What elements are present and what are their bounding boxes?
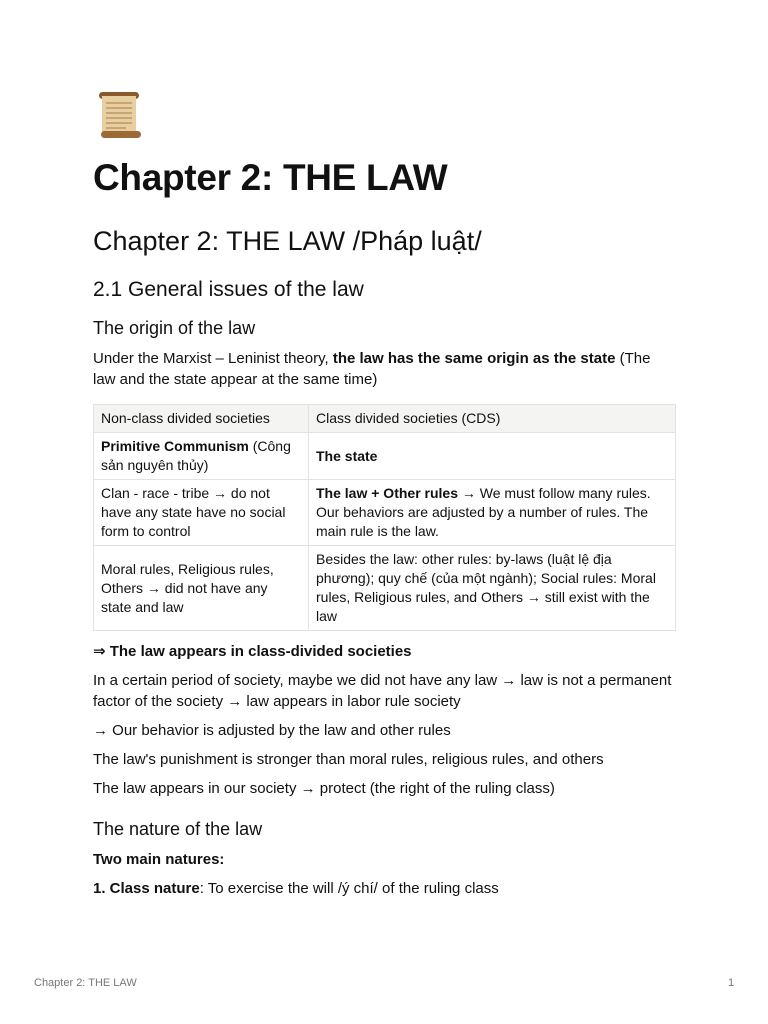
table-cell: Besides the law: other rules: by-laws (luật lệ địa phương); quy chế (của một ngành); Social rules: Moral rules, Religious rules, and Others → still exist with the law — [309, 546, 676, 631]
scroll-icon — [93, 88, 147, 142]
table-cell — [309, 480, 676, 546]
nature-subheading — [93, 849, 676, 870]
origin-heading: The origin of the law — [93, 318, 256, 338]
nature-item-bold: 1. Class nature — [93, 880, 200, 897]
origin-intro-end: (The law and the state appear at the same time) — [93, 350, 651, 388]
body-paragraph: The law's punishment is stronger than moral rules, religious rules, and others — [93, 751, 604, 768]
document-page — [93, 88, 676, 907]
nature-item-text: : To exercise the will /ý chí/ of the ruling class — [199, 880, 499, 897]
footer-page-number: 1 — [728, 977, 735, 989]
body-paragraph: → Our behavior is adjusted by the law and other rules — [93, 722, 451, 739]
table-row — [94, 433, 676, 480]
table-header-row — [94, 405, 676, 433]
table-cell-bold: The state — [316, 447, 378, 464]
body-paragraph: In a certain period of society, maybe we did not have any law → law is not a permanent factor of the society → law appears in labor rule society — [93, 672, 672, 710]
table-row — [94, 546, 676, 631]
nature-heading: The nature of the law — [93, 819, 263, 839]
origin-intro-bold: the law has the same origin as the state — [332, 350, 616, 367]
footer-title: Chapter 2: THE LAW — [34, 977, 137, 989]
body-paragraph: The law appears in our society → protect (the right of the ruling class) — [93, 780, 555, 797]
nature-item — [93, 878, 676, 899]
table-cell: Clan - race - tribe → do not have any state have no social form to control — [94, 480, 309, 546]
table-header-cell: Class divided societies (CDS) — [309, 405, 676, 433]
table-cell — [94, 433, 309, 480]
table-row — [94, 480, 676, 546]
society-comparison-table — [93, 404, 676, 631]
table-cell: Moral rules, Religious rules, Others → did not have any state and law — [94, 546, 309, 631]
origin-intro-start: Under the Marxist – Leninist theory, — [93, 350, 333, 367]
conclusion-text — [93, 641, 676, 662]
page-title: Chapter 2: THE LAW — [93, 157, 448, 198]
section-heading: 2.1 General issues of the law — [93, 278, 364, 301]
origin-intro — [93, 348, 676, 390]
table-cell-text: (Công sản nguyên thủy) — [101, 438, 291, 473]
chapter-heading: Chapter 2: THE LAW /Pháp luật/ — [93, 226, 482, 256]
table-cell-bold: Primitive Communism — [101, 438, 249, 454]
table-cell-text: → We must follow many rules. Our behaviors are adjusted by a number of rules. The main rule is the law. — [316, 485, 651, 539]
nature-subheading-bold: Two main natures: — [93, 851, 225, 868]
conclusion-bold: ⇒ The law appears in class-divided societies — [93, 643, 412, 660]
table-cell-bold: The law + Other rules — [316, 485, 458, 501]
table-cell — [309, 433, 676, 480]
table-header-cell: Non-class divided societies — [94, 405, 309, 433]
